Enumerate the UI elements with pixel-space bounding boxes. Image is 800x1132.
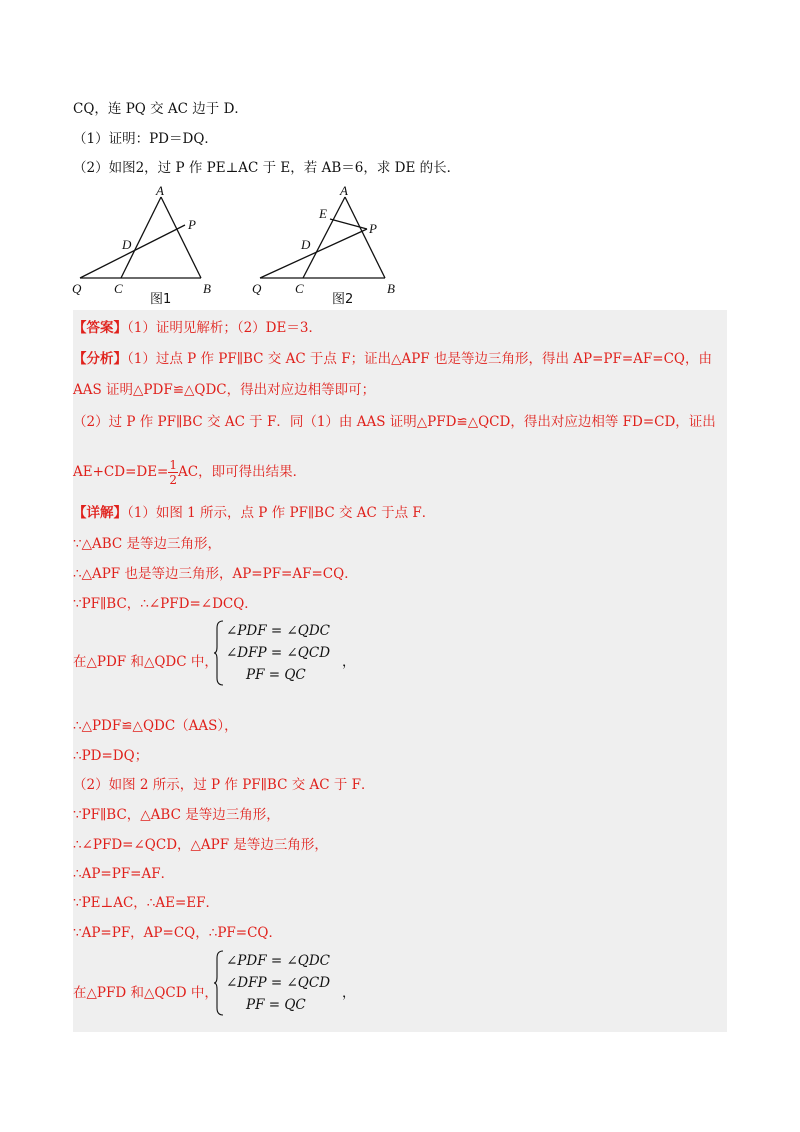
- fig1-label-a: A: [156, 185, 164, 198]
- answer-text: （1）证明见解析；（2）DE＝3．: [127, 320, 322, 336]
- fig2-label-b: B: [387, 281, 395, 296]
- system-2-eq-2: ∠DFP = ∠QCD: [226, 975, 331, 991]
- detail-line-13: ∵AP=PF，AP=CQ，∴PF=CQ．: [73, 925, 282, 941]
- fig1-caption: 图1: [150, 292, 172, 307]
- fig2-label-d: D: [301, 237, 311, 252]
- answer-line: [73, 318, 322, 338]
- fraction-half: [168, 458, 178, 487]
- system-1-eq-3: PF = QC: [246, 667, 306, 683]
- detail-line-10: ∴∠PFD=∠QCD，△APF 是等边三角形，: [73, 837, 328, 853]
- system-1-comma: ，: [342, 654, 356, 670]
- detail-line-5: 在△PDF 和△QDC 中，: [73, 654, 218, 670]
- brace-1: [214, 620, 224, 686]
- question-line-1: CQ，连 PQ 交 AC 边于 D．: [73, 101, 248, 117]
- analysis-line-2: AAS 证明△PDF≌△QDC，得出对应边相等即可；: [73, 382, 376, 398]
- fig2-caption: 图2: [332, 292, 354, 307]
- detail-line-8: （2）如图 2 所示，过 P 作 PF∥BC 交 AC 于 F．: [73, 777, 375, 793]
- analysis-line-4-post: AC，即可得出结果．: [178, 464, 307, 480]
- fig1-label-c: C: [114, 281, 123, 296]
- answer-tag: 【答案】: [73, 320, 127, 336]
- detail-line-6: ∴△PDF≌△QDC（AAS），: [73, 718, 238, 734]
- analysis-line-4: [73, 458, 306, 487]
- system-2: [226, 950, 346, 1016]
- fig1-label-p: P: [188, 217, 196, 232]
- figure-2: [250, 185, 410, 307]
- system-1: [226, 620, 346, 686]
- detail-line-4: ∵PF∥BC，∴∠PFD=∠DCQ．: [73, 596, 258, 612]
- fig2-label-e: E: [319, 206, 327, 221]
- brace-2: [214, 950, 224, 1016]
- system-2-comma: ，: [342, 985, 356, 1001]
- fig2-label-p: P: [369, 221, 377, 236]
- system-1-eq-1: ∠PDF = ∠QDC: [226, 623, 331, 639]
- detail-line-9: ∵PF∥BC，△ABC 是等边三角形，: [73, 807, 280, 823]
- system-1-eq-2: ∠DFP = ∠QCD: [226, 645, 331, 661]
- fig2-label-a: A: [340, 185, 348, 198]
- detail-line-3: ∴△APF 也是等边三角形，AP=PF=AF=CQ．: [73, 566, 358, 582]
- detail-line-11: ∴AP=PF=AF．: [73, 866, 175, 882]
- analysis-line-1: [73, 349, 712, 369]
- system-2-eq-3: PF = QC: [246, 997, 306, 1013]
- fraction-numerator: 1: [169, 458, 178, 472]
- fig2-label-c: C: [295, 281, 304, 296]
- detail-line-1: [73, 503, 435, 523]
- question-part-1: （1）证明：PD＝DQ．: [73, 131, 218, 147]
- detail-line-12: ∵PE⊥AC，∴AE=EF．: [73, 895, 220, 911]
- system-2-eq-1: ∠PDF = ∠QDC: [226, 953, 331, 969]
- fig1-label-q: Q: [72, 281, 82, 296]
- detail-line-2: ∵△ABC 是等边三角形，: [73, 536, 222, 552]
- fraction-denominator: 2: [169, 473, 178, 487]
- detail-line-7: ∴PD=DQ；: [73, 748, 149, 764]
- figure-1: [70, 185, 230, 307]
- fig1-label-d: D: [122, 237, 132, 252]
- analysis-text-1: （1）过点 P 作 PF∥BC 交 AC 于点 F；证出△APF 也是等边三角形，得出 AP=PF=AF=CQ，由: [127, 351, 712, 367]
- question-part-2: （2）如图2，过 P 作 PE⊥AC 于 E，若 AB＝6，求 DE 的长．: [73, 160, 461, 176]
- fig1-label-b: B: [203, 281, 211, 296]
- detail-line-14: 在△PFD 和△QCD 中，: [73, 985, 218, 1001]
- analysis-line-4-pre: AE+CD=DE=: [73, 464, 169, 480]
- detail-text-1: （1）如图 1 所示，点 P 作 PF∥BC 交 AC 于点 F．: [127, 505, 436, 521]
- analysis-line-3: （2）过 P 作 PF∥BC 交 AC 于 F．同（1）由 AAS 证明△PFD≌△QCD，得出对应边相等 FD=CD，证出: [73, 414, 716, 430]
- fig2-label-q: Q: [252, 281, 262, 296]
- detail-tag: 【详解】: [73, 505, 127, 521]
- analysis-tag: 【分析】: [73, 351, 127, 367]
